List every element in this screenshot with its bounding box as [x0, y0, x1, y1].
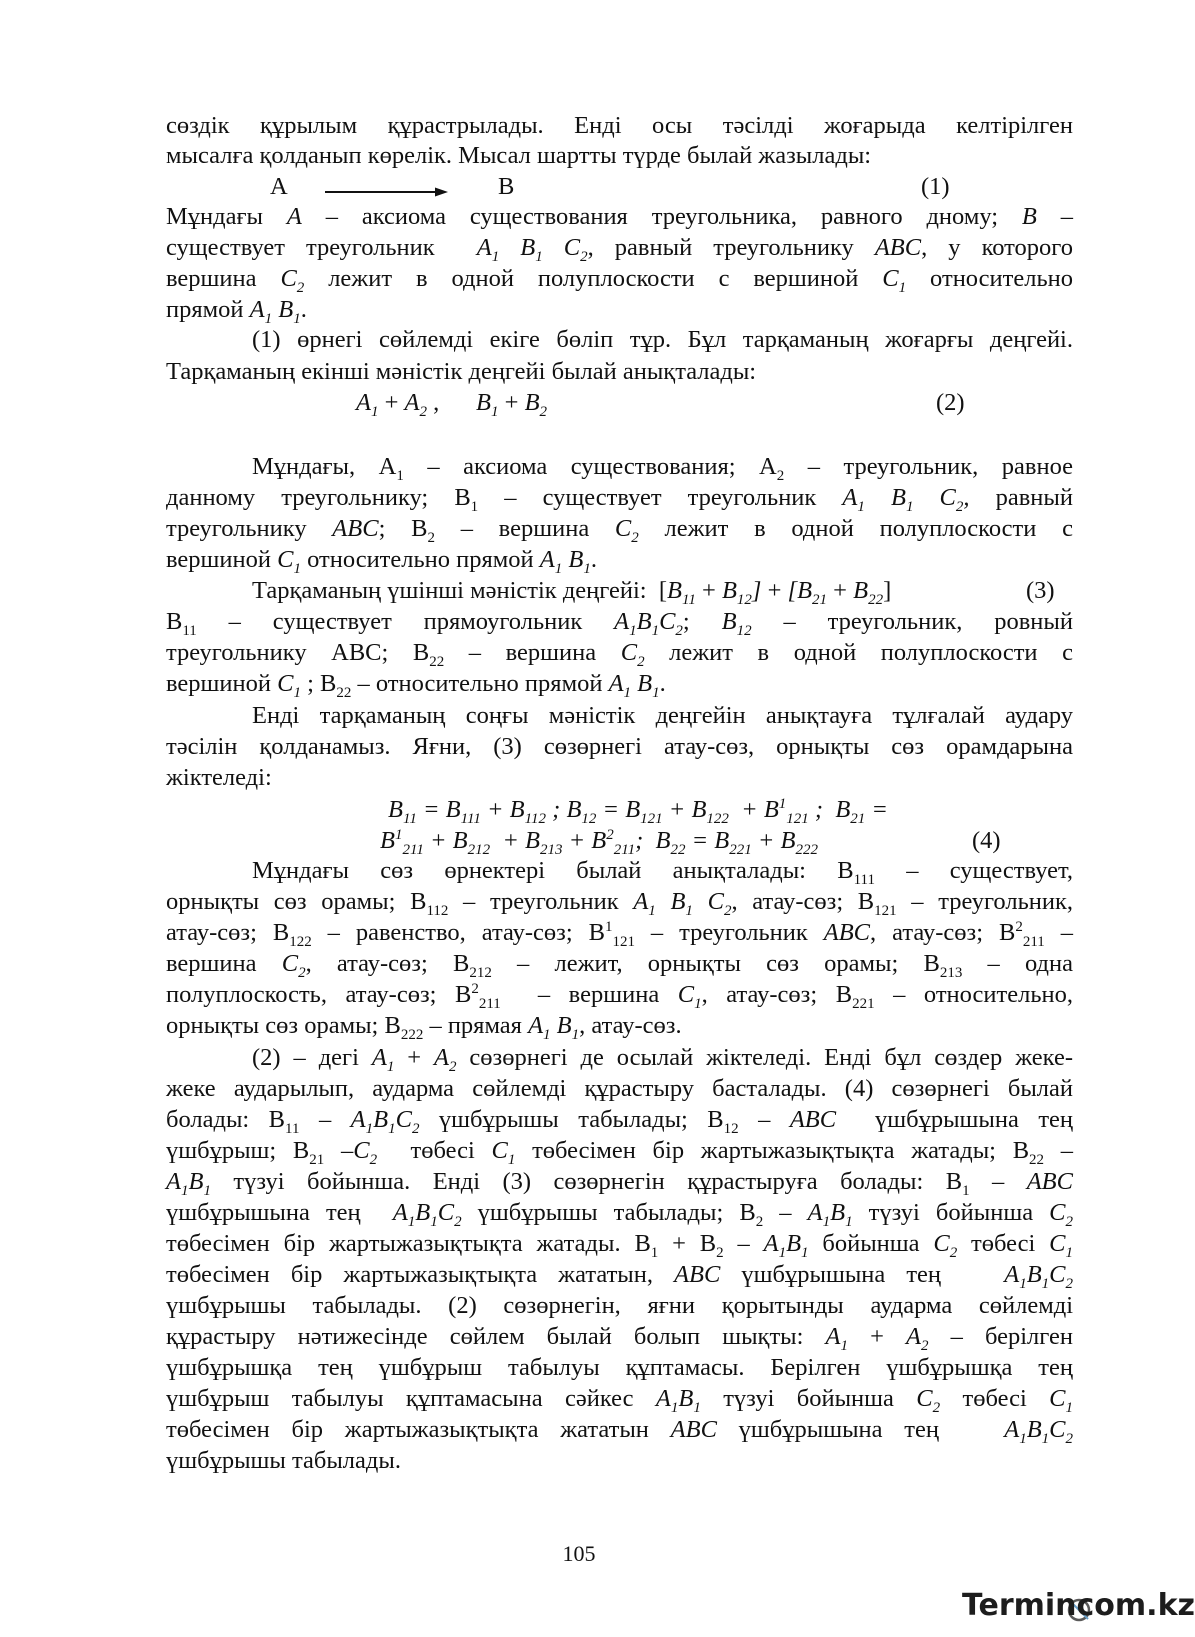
text-line: сөздік құрылым құрастрылады. Енді осы тәсілді жоғарыда келтірілген	[166, 112, 1073, 139]
text-line: төбесімен бір жартыжазықтықта жатады. $В_1 + В_2 - A_1B_1$ бойынша $C_2$ төбесі $C_1$	[166, 1230, 1073, 1261]
text-line: вершиной $C_1$ ; $В_{22}$ – относительно прямой $A_1$ $B_1$.	[166, 670, 666, 701]
text-line: Тарқаманың екінші мәністік деңгейі былай анықталады:	[166, 358, 757, 385]
text-line: полуплоскость, атау-сөз; $В^2_{211}$ – вершина $C_1$, атау-сөз; $В_{221}$ – относительно,	[166, 980, 1073, 1012]
formula-2: $A_1 + A_2$ , $B_1 + B_2$	[356, 389, 548, 420]
formula-4-line-1: $B_{11} = B_{111} + B_{112}$ ; $B_{12} = B_{121} + B_{122} + B^1_{121}$ ; $B_{21}$ =	[388, 795, 888, 827]
text-line: тәсілін қолданамыз. Яғни, (3) сөзөрнегі атау-сөз, орнықты сөз орамдарына	[166, 733, 1073, 760]
page-number: 105	[562, 1541, 596, 1566]
formula-4-line-2: $B^1_{211} + B_{212} + B_{213} + B^2_{211}$; $B_{22} = B_{221} + B_{222}$	[380, 826, 818, 858]
text-line: существует треугольник $A_1$ $B_1$ $C_2$, равный треугольнику ABC, у которого	[166, 234, 1073, 265]
formula-4-number: (4)	[972, 827, 1001, 854]
text-line: үшбұрышына тең $A_1B_1C_2$ үшбұрышы табылады; $В_2 - A_1B_1$ түзуі бойынша $C_2$	[166, 1199, 1073, 1230]
text-line: прямой $A_1$ $B_1$.	[166, 296, 307, 327]
text-line: үшбұрышы табылады. (2) сөзөрнегін, яғни қорытынды аударма сөйлемді	[166, 1292, 1073, 1319]
text-line: құрастыру нәтижесінде сөйлем былай болып шықты: $A_1 + A_2$ – берілген	[166, 1323, 1073, 1354]
text-line: Енді тарқаманың соңғы мәністік деңгейін анықтауға тұлғалай аудару	[252, 702, 1073, 729]
text-line: $В_{11}$ – существует прямоугольник $A_1B_1C_2$; $B_{12}$ – треугольник, ровный	[166, 608, 1073, 639]
formula-3-number: (3)	[1026, 577, 1055, 604]
text-line: төбесімен бір жартыжазықтықта жататын, ABC үшбұрышына тең $A_1B_1C_2$	[166, 1261, 1074, 1292]
text-line: $A_1B_1$ түзуі бойынша. Енді (3) сөзөрнегін құрастыруға болады: $В_1$ – ABC	[166, 1168, 1073, 1199]
text-line: Мұндағы A – аксиома существования треугольника, равного дному; B –	[166, 203, 1074, 230]
text-line: атау-сөз; $В_{122}$ – равенство, атау-сөз; $В^1_{121}$ – треугольник ABC, атау-сөз; $В^2_{211}$ –	[166, 918, 1073, 950]
text-line: Мұндағы, $А_1$ – аксиома существования; $А_2$ – треугольник, равное	[252, 453, 1073, 484]
formula-1-right: B	[498, 173, 515, 200]
text-line: жіктеледі:	[166, 764, 272, 791]
text-line: треугольнику АВС; $В_{22}$ – вершина $C_2$ лежит в одной полуплоскости с	[166, 639, 1073, 670]
formula-1-number: (1)	[921, 173, 950, 200]
text-line: орнықты сөз орамы; $В_{222}$ – прямая $A_1$ $B_1$, атау-сөз.	[166, 1012, 682, 1043]
text-line: Мұндағы сөз өрнектері былай анықталады: $В_{111}$ – существует,	[252, 857, 1073, 888]
formula-3-line: Тарқаманың үшінші мәністік деңгейі: $[B_{11} + B_{12}] + [B_{21} + B_{22}]$	[252, 577, 892, 608]
text-line: вершина $C_2$ лежит в одной полуплоскости с вершиной $C_1$ относительно	[166, 265, 1073, 296]
text-line: (1) өрнегі сөйлемді екіге бөліп тұр. Бұл тарқаманың жоғарғы деңгейі.	[252, 326, 1073, 353]
text-line: данному треугольнику; $В_1$ – существует треугольник $A_1$ $B_1$ $C_2$, равный	[166, 484, 1073, 515]
text-line: болады: $В_{11} - A_1B_1C_2$ үшбұрышы табылады; $В_{12}$ – ABC үшбұрышына тең	[166, 1106, 1074, 1137]
text-line: (2) – дегі $A_1 + A_2$ сөзөрнегі де осылай жіктеледі. Енді бұл сөздер жеке-	[252, 1044, 1073, 1075]
text-line: үшбұрыш табылуы құптамасына сәйкес $A_1B_1$ түзуі бойынша $C_2$ төбесі $C_1$	[166, 1385, 1073, 1416]
text-line: вершиной $C_1$ относительно прямой $A_1$ $B_1$.	[166, 546, 597, 577]
text-line: үшбұрышы табылады.	[166, 1447, 401, 1474]
text-line: үшбұрышқа тең үшбұрыш табылуы құптамасы. Берілген үшбұрышқа тең	[166, 1354, 1073, 1381]
text-line: мысалға қолданып көрелік. Мысал шартты түрде былай жазылады:	[166, 142, 872, 169]
arrow-icon	[325, 187, 448, 197]
watermark-text: Termincom.kz	[962, 1588, 1195, 1623]
text-line: үшбұрыш; $В_{21}$ $-C_2$ төбесі $C_1$ төбесімен бір жартыжазықтықта жатады; $В_{22}$ –	[166, 1137, 1074, 1168]
formula-1-left: A	[270, 173, 288, 200]
text-line: вершина $C_2$, атау-сөз; $В_{212}$ – лежит, орнықты сөз орамы; $В_{213}$ – одна	[166, 950, 1073, 981]
formula-2-number: (2)	[936, 389, 965, 416]
text-line: орнықты сөз орамы; $В_{112}$ – треугольник $A_1$ $B_1$ $C_2$, атау-сөз; $В_{121}$ – треугольник,	[166, 888, 1074, 919]
text-line: төбесімен бір жартыжазықтықта жататын ABC үшбұрышына тең $A_1B_1C_2$	[166, 1416, 1073, 1447]
text-line: треугольнику ABC; $В_2$ – вершина $C_2$ лежит в одной полуплоскости с	[166, 515, 1073, 546]
text-line: жеке аударылып, аударма сөйлемді құрастыру басталады. (4) сөзөрнегі былай	[166, 1075, 1073, 1102]
